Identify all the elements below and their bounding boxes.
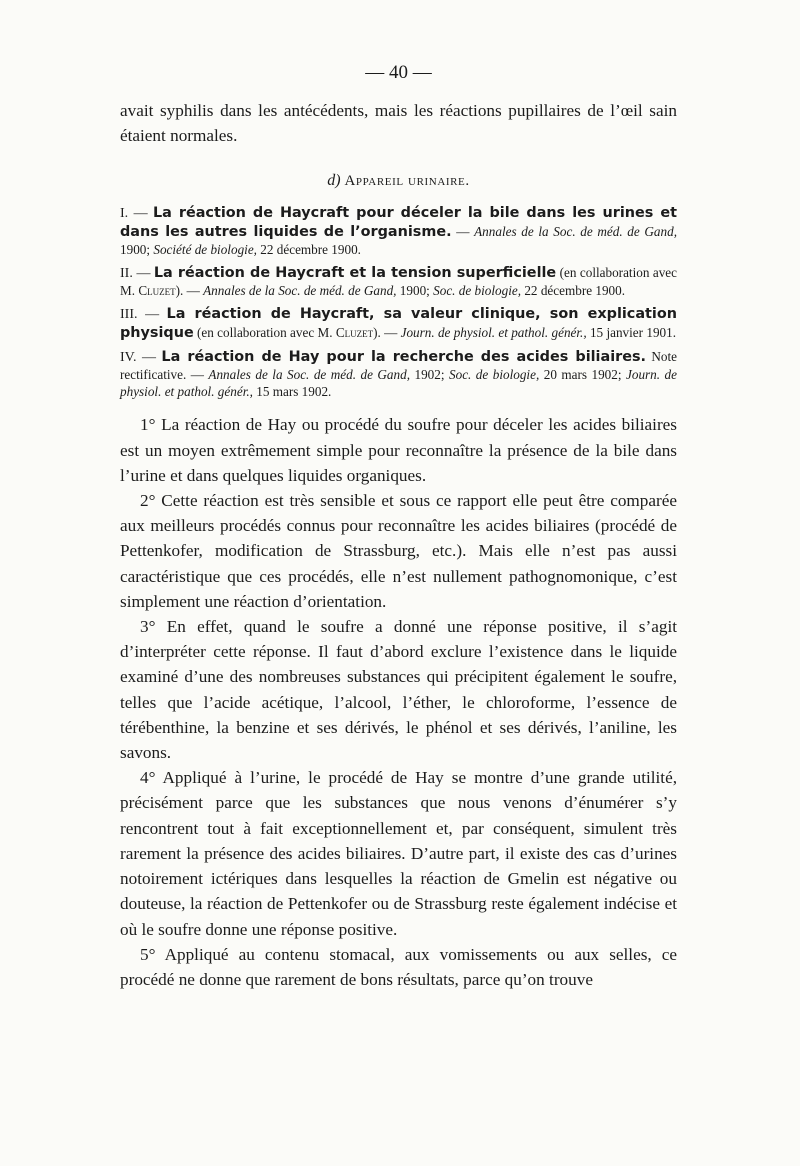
ref-date: 20 mars 1902; [539,367,626,383]
note-label: Note rectificative. — [120,348,678,383]
page-number: — 40 — [365,62,432,83]
publication-number: II. — [120,266,151,282]
publication-list [120,204,677,400]
body-paragraph-4: 4° Appliqué à l’urine, le procédé de Hay se montre d’une grande utilité, précisément parce que les substances que nous venons d’énumérer s’y rencontrent tout à fait exceptionnellement et, par conséquent, simulent très rarement la présence des acides biliaires. D’autre part, il existe des cas d’urines notoirement ictériques dans lesquelles la réaction de Gmelin est négative ou douteuse, la réaction de Pettenkofer ou de Strassburg reste également indécise et où le soufre donne une réponse positive. [120,768,677,939]
publication-item [120,264,677,299]
body-paragraph-3: 3° En effet, quand le soufre a donné une réponse positive, il s’agit d’interpréter cette réponse. Il faut d’abord exclure l’existence dans le liquide examiné d’une des nombreuses substances qui précipitent également le soufre, telles que l’acide acétique, l’alcool, l’éther, le chloroforme, l’essence de térébenthine, la benzine et ses dérivés, le phénol et ses dérivés, l’aniline, les savons. [120,617,677,763]
journal-ref: Soc. de biologie, [449,367,540,383]
publication-number: IV. — [120,349,157,365]
journal-ref: Journ. de physiol. et pathol. génér., [120,367,677,400]
publication-title: La réaction de Haycraft pour déceler la bile dans les urines et dans les autres liquides de l’organisme. [120,205,677,240]
section-letter: d) [327,172,341,190]
ref-date: 15 mars 1902. [252,384,332,400]
journal-ref: Annales de la Soc. de méd. de Gand, [208,367,411,383]
section-title: Appareil urinaire. [344,173,470,190]
publication-item [120,348,677,401]
journal-ref: Société de biologie, [153,241,257,257]
collaborator-name: Cluzet [138,283,176,299]
body-paragraph-5: 5° Appliqué au contenu stomacal, aux vomissements ou aux selles, ce procédé ne donne que rarement de bons résultats, parce qu’on trouve [120,944,677,989]
separator: ). — [175,283,204,299]
collaboration-note: (en collaboration avec M. [120,265,678,299]
publication-title: La réaction de Haycraft et la tension superficielle [153,265,557,282]
collaboration-note: (en collaboration avec M. [193,324,336,340]
publication-title: La réaction de Hay pour la recherche des acides biliaires. [161,348,647,365]
journal-ref: Annales de la Soc. de méd. de Gand, [203,283,397,299]
publication-number: I. — [120,206,148,222]
body-paragraph-1: 1° La réaction de Hay ou procédé du soufre pour déceler les acides biliaires est un moyen extrêmement simple pour reconnaître la présence de la bile dans l’urine et dans quelques liquides organiques. [120,415,677,485]
separator: — [451,223,475,239]
collaborator-name: Cluzet [335,324,374,340]
body-paragraph-2: 2° Cette réaction est très sensible et sous ce rapport elle peut être comparée aux meilleurs procédés connus pour reconnaître les acides biliaires (procédé de Pettenkofer, modification de Strassburg, etc.). Mais elle n’est pas aussi caractéristique que ces procédés, elle n’est nullement pathognomonique, c’est simplement une réaction d’orientation. [120,491,677,611]
ref-date: 22 décembre 1900. [521,283,626,299]
publication-item [120,305,677,341]
ref-date: 22 décembre 1900. [256,241,361,257]
intro-paragraph: avait syphilis dans les antécédents, mais les réactions pupillaires de l’œil sain étaient normales. [120,101,677,146]
journal-ref: Annales de la Soc. de méd. de Gand, [474,223,678,239]
publication-title: La réaction de Haycraft, sa valeur clinique, son explication physique [120,306,677,341]
ref-date: 1900; [396,283,434,299]
page-content [120,62,677,992]
ref-date: 15 janvier 1901. [586,324,677,340]
section-heading [120,172,677,190]
publication-number: III. — [120,307,160,323]
ref-date: 1900; [120,241,154,257]
ref-date: 1902; [410,367,449,383]
separator: ). — [373,324,401,340]
journal-ref: Journ. de physiol. et pathol. génér., [400,324,587,340]
publication-item [120,204,677,258]
journal-ref: Soc. de biologie, [433,283,522,299]
